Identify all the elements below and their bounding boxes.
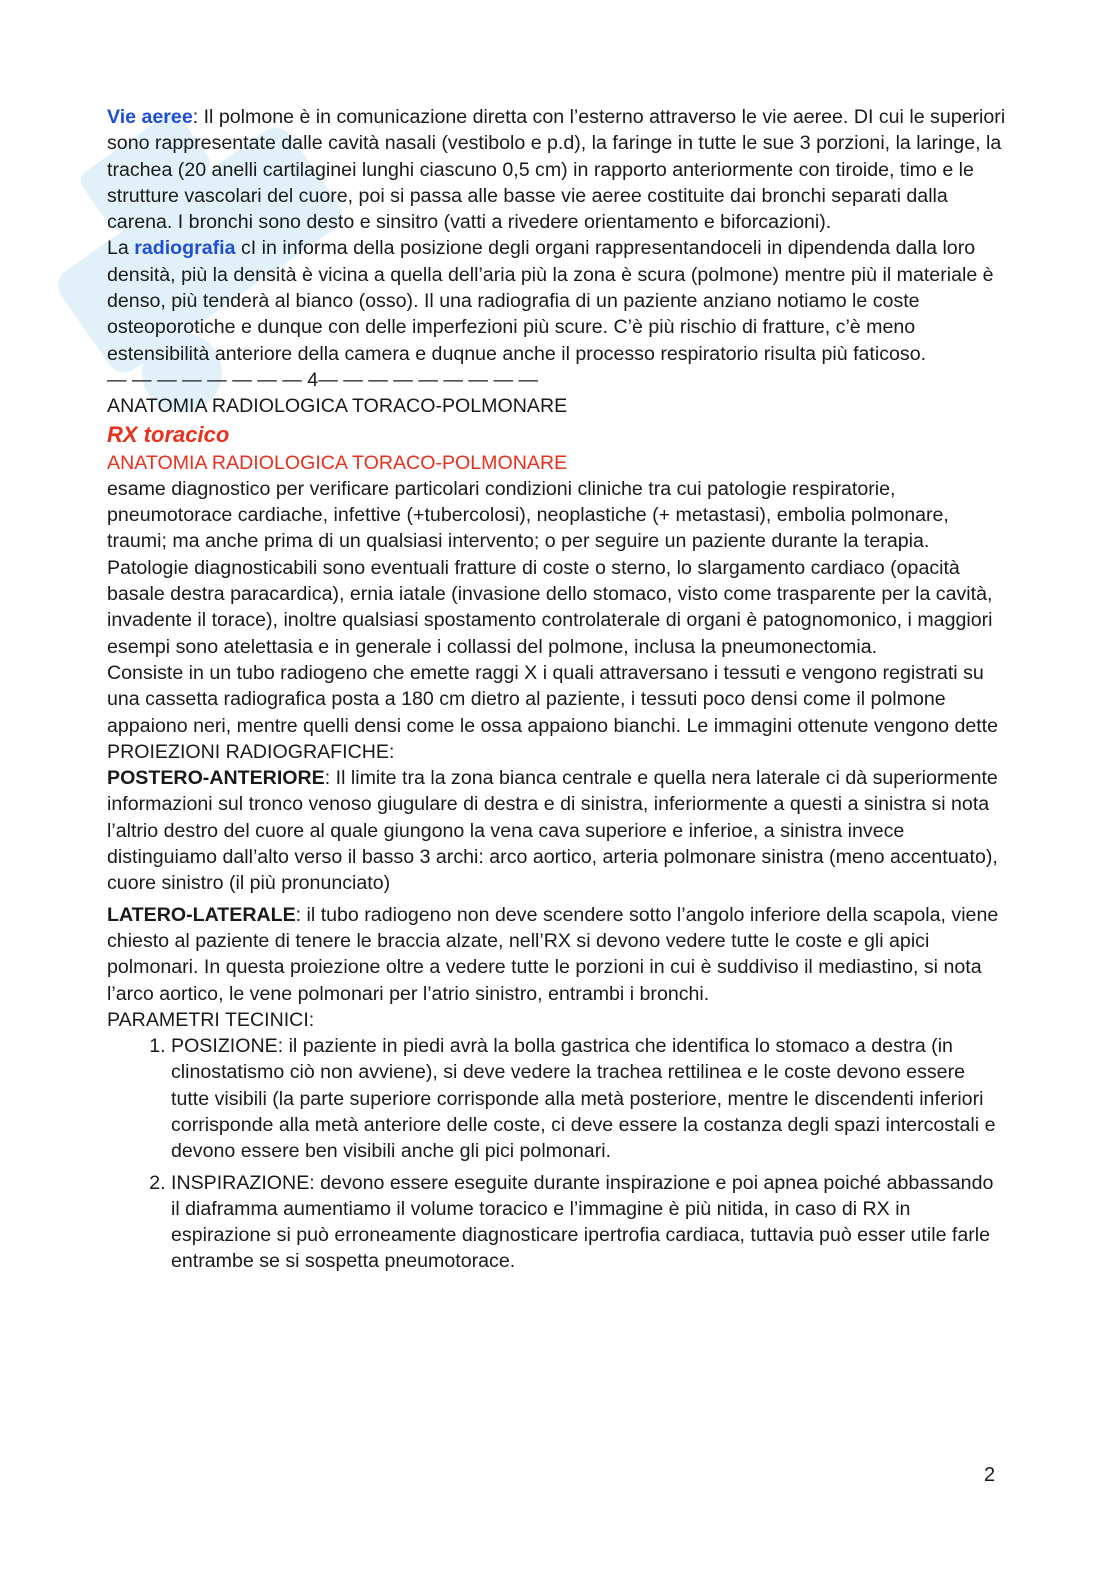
- document-body: [107, 104, 1007, 1275]
- heading-anatomia: ANATOMIA RADIOLOGICA TORACO-POLMONARE: [107, 395, 568, 418]
- keyword-radiografia: radiografia: [134, 237, 236, 260]
- paragraph-latero-laterale: LATERO-LATERALE: il tubo radiogeno non deve scendere sotto l’angolo inferiore della scapola, viene chiesto al paziente di tenere le braccia alzate, nell’RX si devono vedere tutte le coste e gli apici polmonari. In questa proiezione oltre a vedere tutte le porzioni in cui è suddiviso il mediastino, si nota l’arco aortico, le vene polmonari per l’atrio sinistro, entrambi i bronchi.: [107, 903, 999, 1005]
- page-number: 2: [984, 1464, 996, 1486]
- list-item: 1. POSIZIONE: il paziente in piedi avrà la bolla gastrica che identifica lo stomaco a destra (in clinostatismo ciò non avviene), si deve vedere la trachea rettilinea e le coste devono essere tutte visibili (la parte superiore corrisponde alla metà posteriore, mentre le discendenti inferiori corrisponde alla metà anteriore delle coste, ci deve essere la costanza degli spazi intercostali e devono essere ben visibili anche gli pici polmonari.: [171, 1033, 1007, 1164]
- keyword-vie-aeree: Vie aeree: [107, 106, 193, 128]
- paragraph-radiografia: La radiografia cI in informa della posizione degli organi rappresentandoceli in dipendenda dalla loro densità, più la densità è vicina a quella dell’aria più la zona è scura (polmone) mentre più il materiale è denso, più tenderà al bianco (osso). Il una radiografia di un paziente anziano notiamo le coste osteoporotiche e dunque con delle imperfezioni più scure. C’è più rischio di fratture, c’è meno estensibilità anteriore della camera e duqnue anche il processo respiratorio risulta più faticoso.: [107, 237, 994, 365]
- paragraph-esame: esame diagnostico per verificare particolari condizioni cliniche tra cui patologie respiratorie, pneumotorace cardiache, infettive (+tubercolosi), neoplastiche (+ metastasi), embolia polmonare, traumi; ma anche prima di un qualsiasi intervento; o per seguire un paziente durante la terapia. Patologie diagnosticabili sono eventuali fratture di coste o sterno, lo slargamento cardiaco (opacità basale destra paracardica), ernia iatale (invasione dello stomaco, visto come trasparente per la cavità, invadente il torace), inoltre qualsiasi spostamento controlaterale di organi è patognomonico, i maggiori esempi sono atelettasia e in generale i collassi del polmone, inclusa la pneumonectomia.: [107, 477, 993, 658]
- separator-line: — — — — — — — — 4— — — — — — — — —: [107, 368, 539, 391]
- list-item: 2. INSPIRAZIONE: devono essere eseguite durante inspirazione e poi apnea poiché abbassando il diaframma aumentiamo il volume toracico e l’immagine è più nitida, in caso di RX in espirazione si può erroneamente diagnosticare ipertrofia cardiaca, tuttavia può esser utile farle entrambe se si sospetta pneumotorace.: [171, 1170, 1007, 1275]
- section-title-rx-toracico: RX toracico: [107, 421, 230, 447]
- paragraph-consiste: Consiste in un tubo radiogeno che emette raggi X i quali attraversano i tessuti e vengono registrati su una cassetta radiografica posta a 180 cm dietro al paziente, i tessuti poco densi come il polmone appaiono neri, mentre quelli densi come le ossa appaiono bianchi. Le immagini ottenute vengono dette PROIEZIONI RADIOGRAFICHE:: [107, 661, 999, 763]
- parametri-list: [107, 1033, 1007, 1275]
- keyword-postero-anteriore: POSTERO-ANTERIORE: [107, 767, 325, 790]
- heading-parametri: PARAMETRI TECINICI:: [107, 1008, 315, 1031]
- keyword-latero-laterale: LATERO-LATERALE: [107, 903, 296, 926]
- subheading-anatomia: ANATOMIA RADIOLOGICA TORACO-POLMONARE: [107, 451, 568, 474]
- paragraph-postero-anteriore: POSTERO-ANTERIORE: Il limite tra la zona bianca centrale e quella nera laterale ci dà superiormente informazioni sul tronco venoso giugulare di destra e di sinistra, inferiormente a questi a sinistra si nota l’altrio destro del cuore al quale giungono la vena cava superiore e inferioe, a sinistra invece distinguiamo dall’alto verso il basso 3 archi: arco aortico, arteria polmonare sinistra (meno accentuato), cuore sinistro (il più pronunciato): [107, 767, 998, 895]
- paragraph-vie-aeree: Vie aeree: Il polmone è in comunicazione diretta con l’esterno attraverso le vie aeree. DI cui le superiori sono rappresentate dalle cavità nasali (vestibolo e p.d), la faringe in tutte le sue 3 porzioni, la laringe, la trachea (20 anelli cartilaginei lunghi ciascuno 0,5 cm) in rapporto anteriormente con tiroide, timo e le strutture vascolari del cuore, poi si passa alle basse vie aeree costituite dai bronchi separati dalla carena. I bronchi sono desto e sinsitro (vatti a rivedere orientamento e biforcazioni).: [107, 106, 1006, 234]
